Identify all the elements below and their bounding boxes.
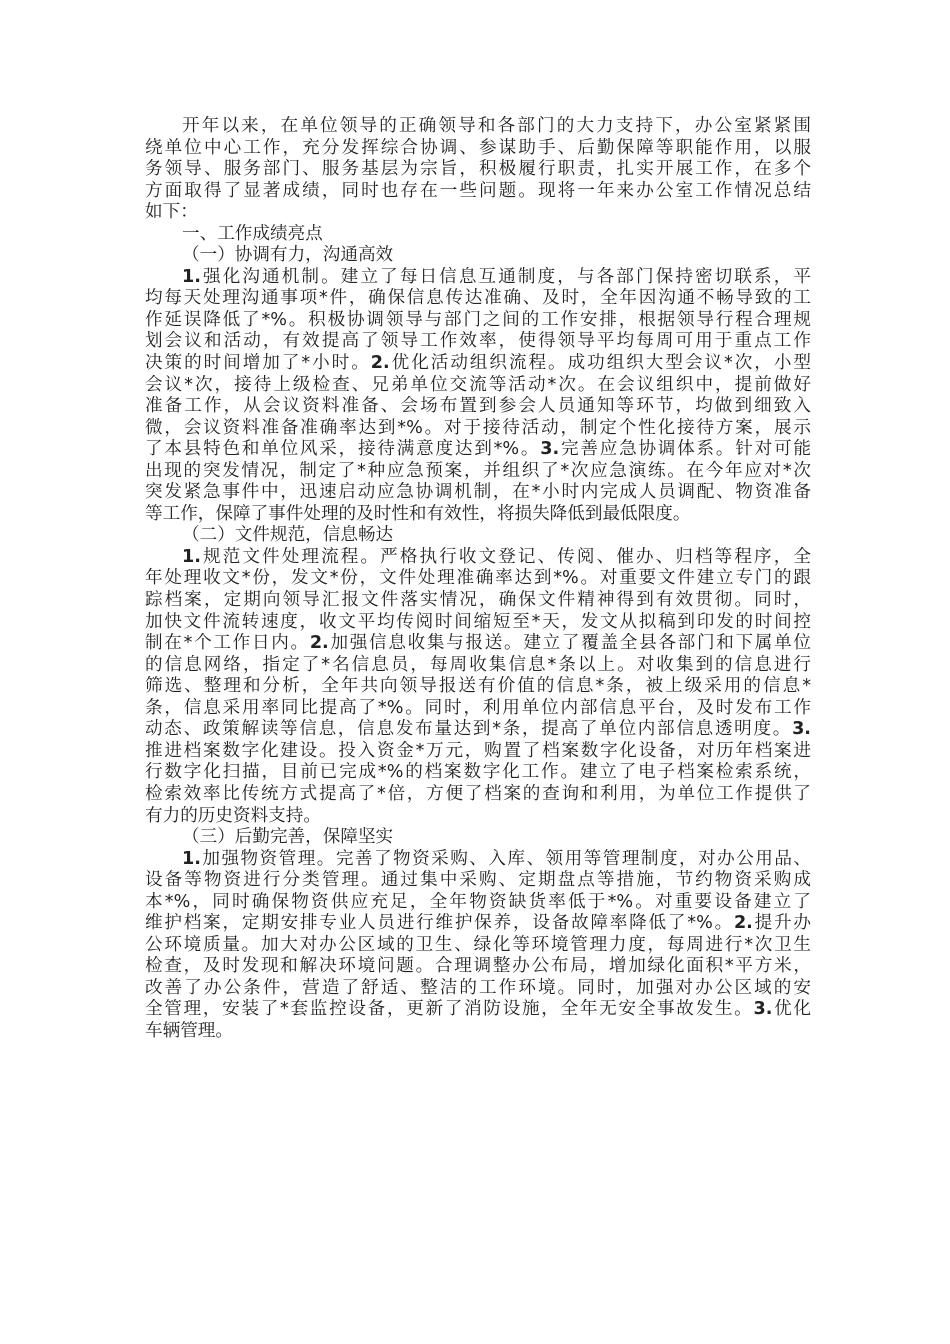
text-line	[145, 913, 811, 935]
text-line	[145, 806, 811, 828]
text-segment: 检查，及时发现和解决环境问题。合理调整办公布局，增加绿化面积*平方米，	[145, 956, 811, 977]
text-segment: 作延误降低了*%。积极协调领导与部门之间的工作安排，根据领导行程合理规	[145, 309, 811, 330]
text-segment: 等工作，保障了事件处理的及时性和有效性，将损失降低到最低限度。	[145, 503, 691, 524]
text-line	[145, 353, 811, 375]
text-segment: 方面取得了显著成绩，同时也存在一些问题。现将一年来办公室工作情况总结	[145, 180, 811, 201]
text-segment: 出现的突发情况，制定了*种应急预案，并组织了*次应急演练。在今年应对*次	[145, 460, 811, 481]
text-segment: 有力的历史资料支持。	[145, 805, 321, 826]
text-line	[145, 396, 811, 418]
text-line	[145, 439, 811, 461]
text-segment: 全管理，安装了*套监控设备，更新了消防设施，全年无安全事故发生。	[145, 999, 754, 1020]
paragraph	[145, 547, 811, 827]
text-line	[145, 224, 811, 246]
text-line	[145, 568, 811, 590]
text-segment: 规范文件处理流程。严格执行收文登记、传阅、催办、归档等程序，全	[200, 546, 811, 567]
text-segment: 推进档案数字化建设。投入资金*万元，购置了档案数字化设备，对历年档案进	[145, 740, 811, 761]
text-line	[145, 784, 811, 806]
text-line	[145, 525, 811, 547]
text-line	[145, 849, 811, 871]
item-number: 1.	[182, 266, 201, 287]
text-segment: 一、工作成绩亮点	[182, 223, 323, 244]
text-segment: 均每天处理沟通事项*件，确保信息传达准确、及时，全年因沟通不畅导致的工	[145, 288, 811, 309]
text-segment: （二）文件规范，信息畅达	[182, 525, 394, 546]
text-line	[145, 547, 811, 569]
item-number: 2.	[733, 913, 753, 934]
item-number: 2.	[309, 633, 329, 654]
text-line	[145, 331, 811, 353]
text-segment: 强化沟通机制。建立了每日信息互通制度，与各部门保持密切联系，平	[200, 266, 811, 287]
text-segment: 设备等物资进行分类管理。通过集中采购、定期盘点等措施，节约物资采购成	[145, 870, 811, 891]
text-line	[145, 245, 811, 267]
text-line	[145, 655, 811, 677]
text-line	[145, 461, 811, 483]
text-segment: 突发紧急事件中，迅速启动应急协调机制，在*小时内完成人员调配、物资准备	[145, 482, 811, 503]
text-segment: 划会议和活动，有效提高了领导工作效率，使得领导平均每周可用于重点工作	[145, 331, 811, 352]
paragraph	[145, 116, 811, 224]
text-line	[145, 892, 811, 914]
text-line	[145, 159, 811, 181]
text-line	[145, 935, 811, 957]
text-line	[145, 612, 811, 634]
text-line	[145, 741, 811, 763]
section-heading	[145, 224, 811, 246]
text-line	[145, 676, 811, 698]
text-segment: 车辆管理。	[145, 1020, 233, 1041]
text-segment: 务领导、服务部门、服务基层为宗旨，积极履行职责，扎实开展工作，在多个	[145, 159, 811, 180]
text-segment: 公环境质量。加大对办公区域的卫生、绿化等环境管理力度，每周进行*次卫生	[145, 934, 811, 955]
text-line	[145, 375, 811, 397]
text-segment: 开年以来，在单位领导的正确领导和各部门的大力支持下，办公室紧紧围	[182, 116, 811, 136]
text-line	[145, 978, 811, 1000]
item-number: 3.	[792, 719, 811, 740]
text-segment: 优化活动组织流程。成功组织大型会议*次，小型	[389, 353, 811, 374]
text-segment: 的信息网络，指定了*名信息员，每周收集信息*条以上。对收集到的信息进行	[145, 654, 811, 675]
text-segment: 加强信息收集与报送。建立了覆盖全县各部门和下属单位	[328, 633, 811, 654]
text-line	[145, 267, 811, 289]
text-line	[145, 999, 811, 1021]
text-line	[145, 1021, 811, 1043]
text-segment: 会议*次，接待上级检查、兄弟单位交流等活动*次。在会议组织中，提前做好	[145, 374, 811, 395]
text-segment: 了本县特色和单位风采，接待满意度达到*%。	[145, 439, 541, 460]
text-line	[145, 116, 811, 138]
text-line	[145, 181, 811, 203]
text-segment: 动态、政策解读等信息，信息发布量达到*条，提高了单位内部信息透明度。	[145, 719, 793, 740]
text-line	[145, 870, 811, 892]
text-segment: 决策的时间增加了*小时。	[145, 353, 371, 374]
text-segment: 踪档案，定期向领导汇报文件落实情况，确保文件精神得到有效贯彻。同时，	[145, 590, 811, 611]
text-line	[145, 719, 811, 741]
text-line	[145, 633, 811, 655]
subsection-heading	[145, 245, 811, 267]
text-segment: 行数字化扫描，目前已完成*%的档案数字化工作。建立了电子档案检索系统，	[145, 762, 811, 783]
paragraph	[145, 267, 811, 526]
text-line	[145, 482, 811, 504]
item-number: 3.	[540, 439, 560, 460]
text-line	[145, 202, 811, 224]
item-number: 2.	[370, 353, 390, 374]
text-line	[145, 504, 811, 526]
text-segment: （三）后勤完善，保障坚实	[182, 827, 394, 848]
text-line	[145, 590, 811, 612]
item-number: 1.	[182, 848, 201, 869]
text-line	[145, 956, 811, 978]
subsection-heading	[145, 525, 811, 547]
text-segment: 微，会议资料准备准确率达到*%。对于接待活动，制定个性化接待方案，展示	[145, 417, 811, 438]
document-body	[145, 116, 811, 1043]
text-segment: 维护档案，定期安排专业人员进行维护保养，设备故障率降低了*%。	[145, 913, 734, 934]
text-segment: 提升办	[752, 913, 811, 934]
item-number: 3.	[753, 999, 773, 1020]
text-line	[145, 288, 811, 310]
text-line	[145, 138, 811, 160]
paragraph	[145, 849, 811, 1043]
text-segment: 加快文件流转速度，收文平均传阅时间缩短至*天，发文从拟稿到印发的时间控	[145, 611, 811, 632]
text-segment: 制在*个工作日内。	[145, 633, 310, 654]
text-segment: （一）协调有力，沟通高效	[182, 245, 394, 266]
text-segment: 改善了办公条件，营造了舒适、整洁的工作环境。同时，加强对办公区域的安	[145, 977, 811, 998]
text-segment: 完善应急协调体系。针对可能	[559, 439, 811, 460]
text-segment: 年处理收文*份，发文*份，文件处理准确率达到*%。对重要文件建立专门的跟	[145, 568, 811, 589]
text-segment: 绕单位中心工作，充分发挥综合协调、参谋助手、后勤保障等职能作用，以服	[145, 137, 811, 158]
text-segment: 本*%，同时确保物资供应充足，全年物资缺货率低于*%。对重要设备建立了	[145, 891, 811, 912]
text-line	[145, 762, 811, 784]
text-line	[145, 418, 811, 440]
text-segment: 条，信息采用率同比提高了*%。同时，利用单位内部信息平台，及时发布工作	[145, 697, 811, 718]
subsection-heading	[145, 827, 811, 849]
text-line	[145, 698, 811, 720]
text-line	[145, 310, 811, 332]
text-segment: 优化	[772, 999, 811, 1020]
text-segment: 筛选、整理和分析，全年共向领导报送有价值的信息*条，被上级采用的信息*	[145, 676, 811, 697]
text-segment: 检索效率比传统方式提高了*倍，方便了档案的查询和利用，为单位工作提供了	[145, 783, 811, 804]
item-number: 1.	[182, 546, 201, 567]
text-line	[145, 827, 811, 849]
text-segment: 准备工作，从会议资料准备、会场布置到参会人员通知等环节，均做到细致入	[145, 396, 811, 417]
text-segment: 加强物资管理。完善了物资采购、入库、领用等管理制度，对办公用品、	[200, 848, 811, 869]
text-segment: 如下：	[145, 202, 198, 223]
